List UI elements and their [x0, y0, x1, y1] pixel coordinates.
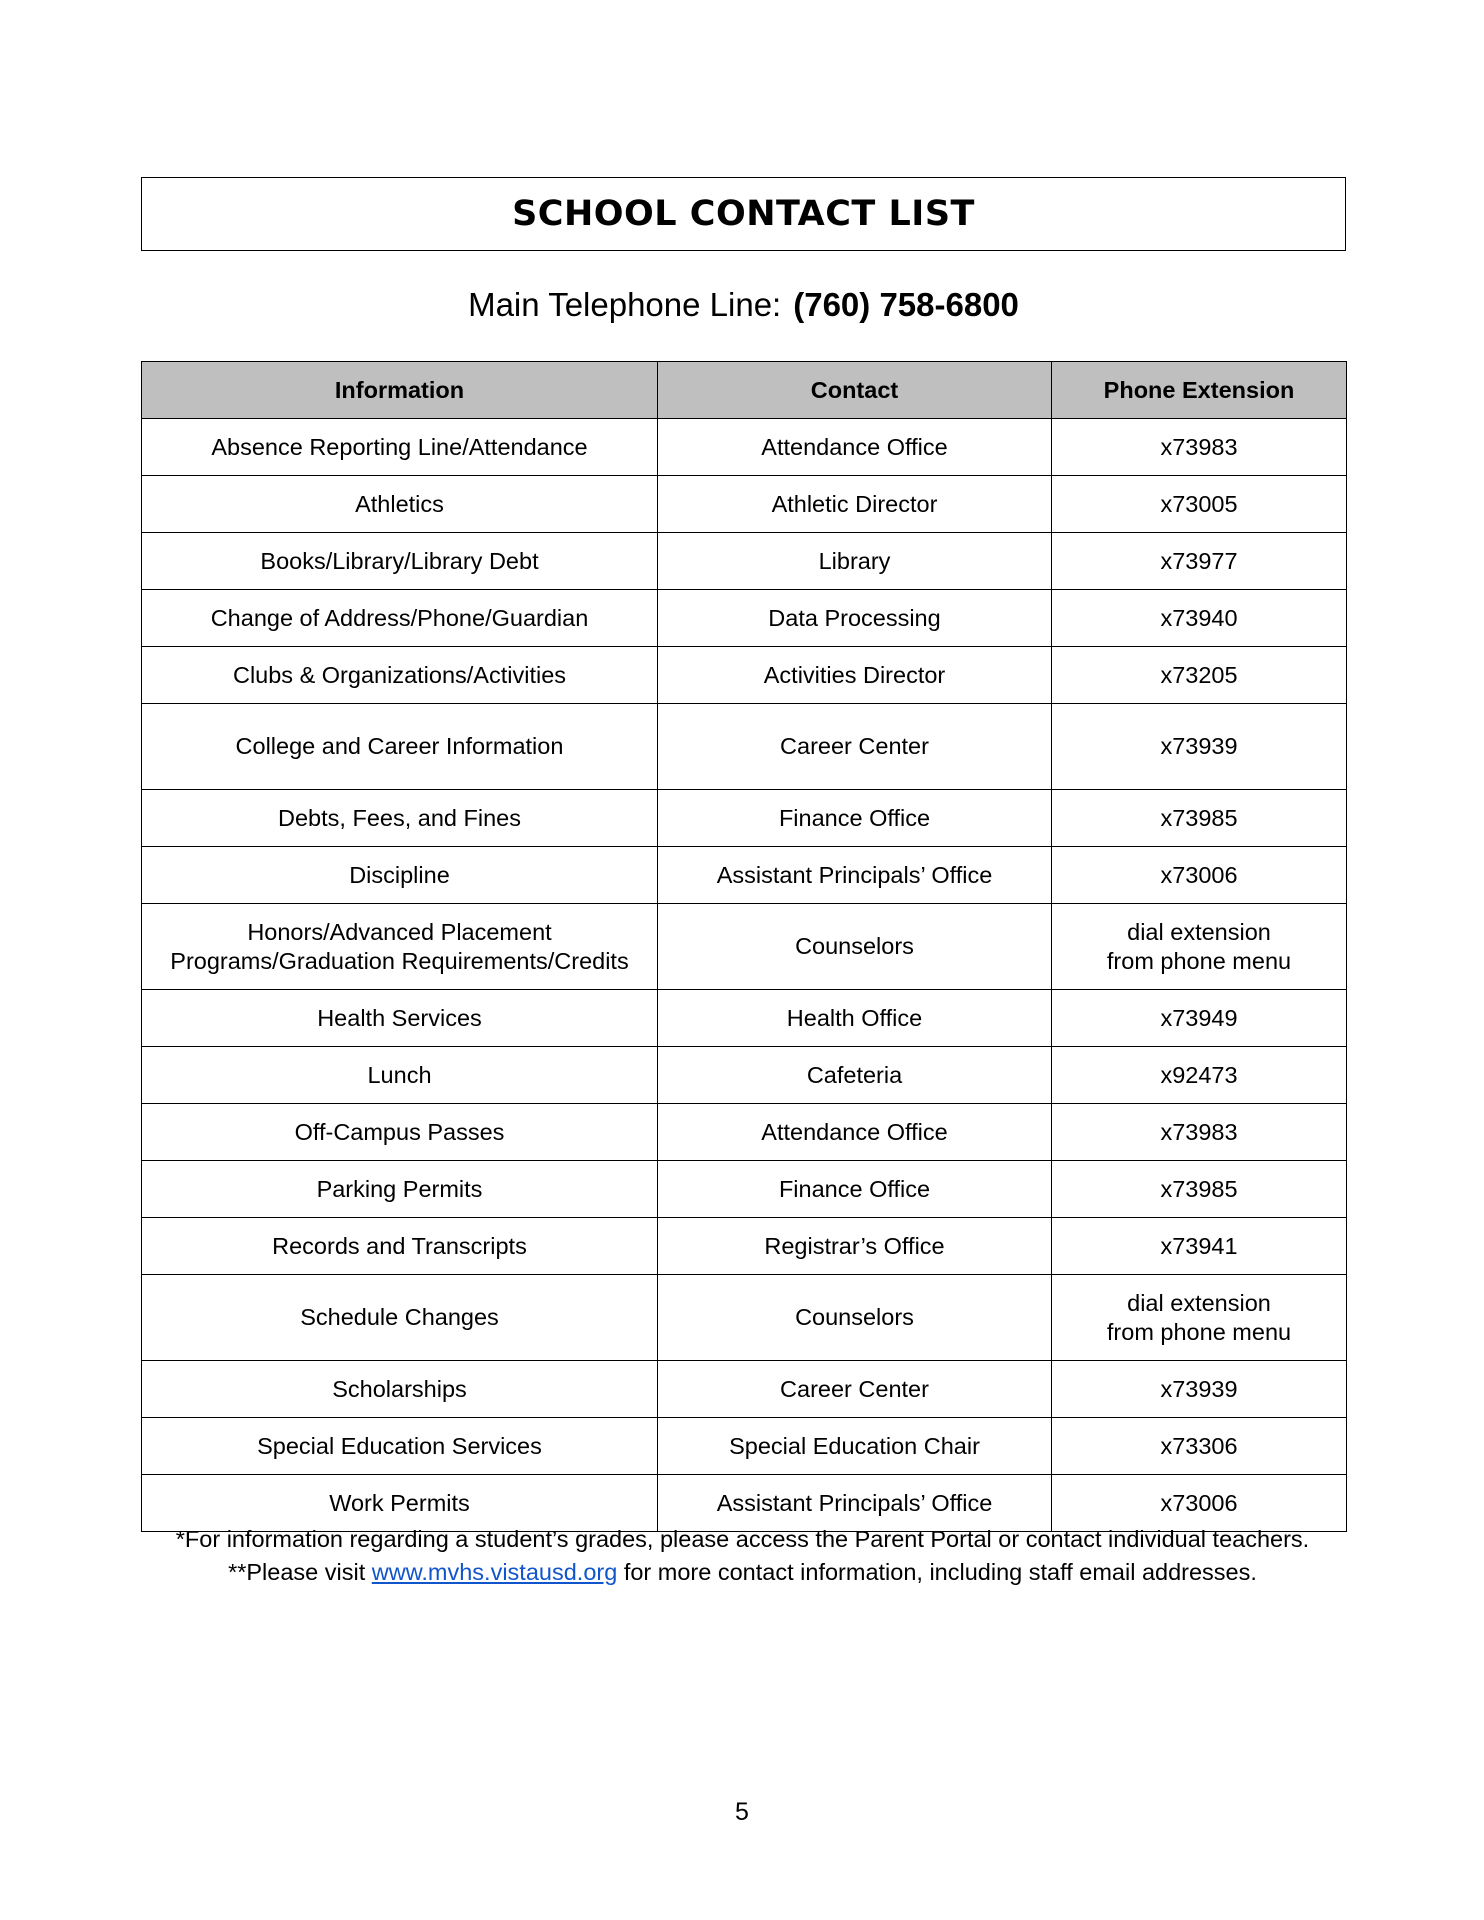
info-cell-line: Clubs & Organizations/Activities — [232, 661, 567, 688]
contact-cell: Assistant Principals’ Office — [658, 1475, 1052, 1532]
info-cell — [142, 1361, 658, 1418]
extension-cell — [1052, 847, 1347, 904]
contact-cell: Special Education Chair — [658, 1418, 1052, 1475]
info-cell-line: Debts, Fees, and Fines — [278, 804, 521, 831]
page-title: SCHOOL CONTACT LIST — [512, 194, 975, 234]
table-row — [142, 990, 1347, 1047]
grades-note: *For information regarding a student’s grades, please access the Parent Portal or contact individual teachers. — [175, 1526, 1310, 1552]
extension-cell-line: x73006 — [1160, 861, 1238, 888]
contact-cell: Attendance Office — [658, 1104, 1052, 1161]
info-cell-line: College and Career Information — [235, 733, 564, 759]
table-row — [142, 1161, 1347, 1218]
table-row — [142, 1475, 1347, 1532]
extension-cell-line: x73941 — [1160, 1232, 1238, 1259]
info-cell-line: Books/Library/Library Debt — [260, 547, 539, 574]
extension-cell — [1052, 476, 1347, 533]
info-cell-line: Health Services — [317, 1004, 482, 1031]
info-cell — [142, 1475, 658, 1532]
info-cell — [142, 1418, 658, 1475]
info-cell-line: Special Education Services — [257, 1432, 542, 1459]
contact-cell: Finance Office — [658, 790, 1052, 847]
table-row — [142, 1275, 1347, 1361]
extension-cell-line: x73983 — [1160, 1118, 1238, 1145]
extension-cell-line: x73983 — [1160, 433, 1238, 460]
table-row — [142, 847, 1347, 904]
extension-cell-line: x73985 — [1160, 804, 1238, 831]
extension-cell-line: x73306 — [1160, 1432, 1238, 1459]
table-row — [142, 419, 1347, 476]
contact-cell: Career Center — [658, 704, 1052, 790]
extension-cell — [1052, 1418, 1347, 1475]
table-row — [142, 1104, 1347, 1161]
extension-cell — [1052, 1218, 1347, 1275]
contact-cell: Health Office — [658, 990, 1052, 1047]
main-line-label: Main Telephone Line: — [468, 286, 782, 323]
extension-cell-line: dial extension — [1127, 918, 1271, 945]
info-cell-line: Athletics — [355, 490, 444, 517]
info-cell-line: Lunch — [367, 1061, 432, 1088]
extension-cell — [1052, 419, 1347, 476]
info-cell — [142, 1047, 658, 1104]
header-phone-extension: Phone Extension — [1052, 362, 1347, 419]
extension-cell — [1052, 590, 1347, 647]
info-cell — [142, 904, 658, 990]
info-cell — [142, 1104, 658, 1161]
info-cell-line: Honors/Advanced Placement — [247, 918, 552, 945]
table-header-row — [142, 362, 1347, 419]
extension-cell-line: x73005 — [1160, 490, 1238, 517]
contact-cell: Data Processing — [658, 590, 1052, 647]
table-row — [142, 647, 1347, 704]
extension-cell — [1052, 904, 1347, 990]
info-cell — [142, 1275, 658, 1361]
extension-cell — [1052, 1104, 1347, 1161]
main-line-number: (760) 758-6800 — [793, 286, 1019, 323]
extension-cell-line: x73940 — [1160, 604, 1238, 631]
info-cell — [142, 590, 658, 647]
table-row — [142, 1418, 1347, 1475]
extension-cell-line: from phone menu — [1106, 947, 1292, 974]
extension-cell-line: from phone menu — [1106, 1318, 1292, 1345]
info-cell — [142, 1161, 658, 1218]
info-cell-line: Off-Campus Passes — [294, 1118, 505, 1145]
extension-cell — [1052, 704, 1347, 790]
extension-cell — [1052, 533, 1347, 590]
info-cell-line: Absence Reporting Line/Attendance — [211, 433, 588, 460]
contact-cell: Assistant Principals’ Office — [658, 847, 1052, 904]
extension-cell-line: x73949 — [1160, 1004, 1238, 1031]
extension-cell — [1052, 790, 1347, 847]
info-cell-line: Scholarships — [332, 1375, 467, 1402]
info-cell — [142, 647, 658, 704]
info-cell-line: Discipline — [349, 861, 450, 888]
contact-cell: Counselors — [658, 1275, 1052, 1361]
extension-cell-line: x73985 — [1160, 1175, 1238, 1202]
contact-cell: Registrar’s Office — [658, 1218, 1052, 1275]
info-cell — [142, 476, 658, 533]
main-telephone-line — [141, 285, 1346, 325]
info-cell-line: Change of Address/Phone/Guardian — [210, 604, 589, 631]
table-row — [142, 704, 1347, 790]
info-cell — [142, 790, 658, 847]
info-cell-line: Programs/Graduation Requirements/Credits — [170, 947, 629, 974]
extension-cell-line: dial extension — [1127, 1289, 1271, 1316]
contact-cell: Cafeteria — [658, 1047, 1052, 1104]
extension-cell-line: x73205 — [1160, 661, 1238, 688]
info-cell — [142, 990, 658, 1047]
extension-cell — [1052, 990, 1347, 1047]
extension-cell-line: x92473 — [1160, 1061, 1238, 1088]
contact-cell: Career Center — [658, 1361, 1052, 1418]
contact-cell: Athletic Director — [658, 476, 1052, 533]
info-cell-line: Work Permits — [329, 1489, 470, 1516]
info-cell — [142, 704, 658, 790]
website-note-prefix: **Please visit — [228, 1559, 366, 1585]
contact-cell: Attendance Office — [658, 419, 1052, 476]
table-row — [142, 1218, 1347, 1275]
contact-cell: Activities Director — [658, 647, 1052, 704]
extension-cell-line: x73939 — [1160, 1375, 1238, 1402]
header-information: Information — [142, 362, 658, 419]
extension-cell — [1052, 1161, 1347, 1218]
contact-cell: Finance Office — [658, 1161, 1052, 1218]
extension-cell — [1052, 1275, 1347, 1361]
table-body — [142, 419, 1347, 1532]
table-row — [142, 904, 1347, 990]
title-box — [141, 177, 1346, 251]
table-row — [142, 533, 1347, 590]
info-cell — [142, 1218, 658, 1275]
website-note-suffix: for more contact information, including staff email addresses. — [623, 1559, 1257, 1585]
table-row — [142, 590, 1347, 647]
extension-cell — [1052, 1361, 1347, 1418]
info-cell — [142, 847, 658, 904]
table-row — [142, 790, 1347, 847]
info-cell-line: Schedule Changes — [300, 1304, 499, 1330]
extension-cell-line: x73006 — [1160, 1489, 1238, 1516]
extension-cell — [1052, 647, 1347, 704]
info-cell — [142, 533, 658, 590]
extension-cell-line: x73977 — [1160, 547, 1238, 574]
extension-cell-line: x73939 — [1160, 733, 1238, 759]
table-row — [142, 1047, 1347, 1104]
website-link[interactable]: www.mvhs.vistausd.org — [371, 1559, 618, 1585]
info-cell-line: Parking Permits — [316, 1175, 483, 1202]
extension-cell — [1052, 1475, 1347, 1532]
contact-cell: Library — [658, 533, 1052, 590]
header-contact: Contact — [658, 362, 1052, 419]
info-cell-line: Records and Transcripts — [272, 1232, 527, 1259]
contact-cell: Counselors — [658, 904, 1052, 990]
extension-cell — [1052, 1047, 1347, 1104]
table-row — [142, 1361, 1347, 1418]
contact-table — [141, 361, 1347, 1532]
table-row — [142, 476, 1347, 533]
info-cell — [142, 419, 658, 476]
page-number: 5 — [735, 1798, 749, 1826]
website-note — [120, 1557, 1365, 1587]
